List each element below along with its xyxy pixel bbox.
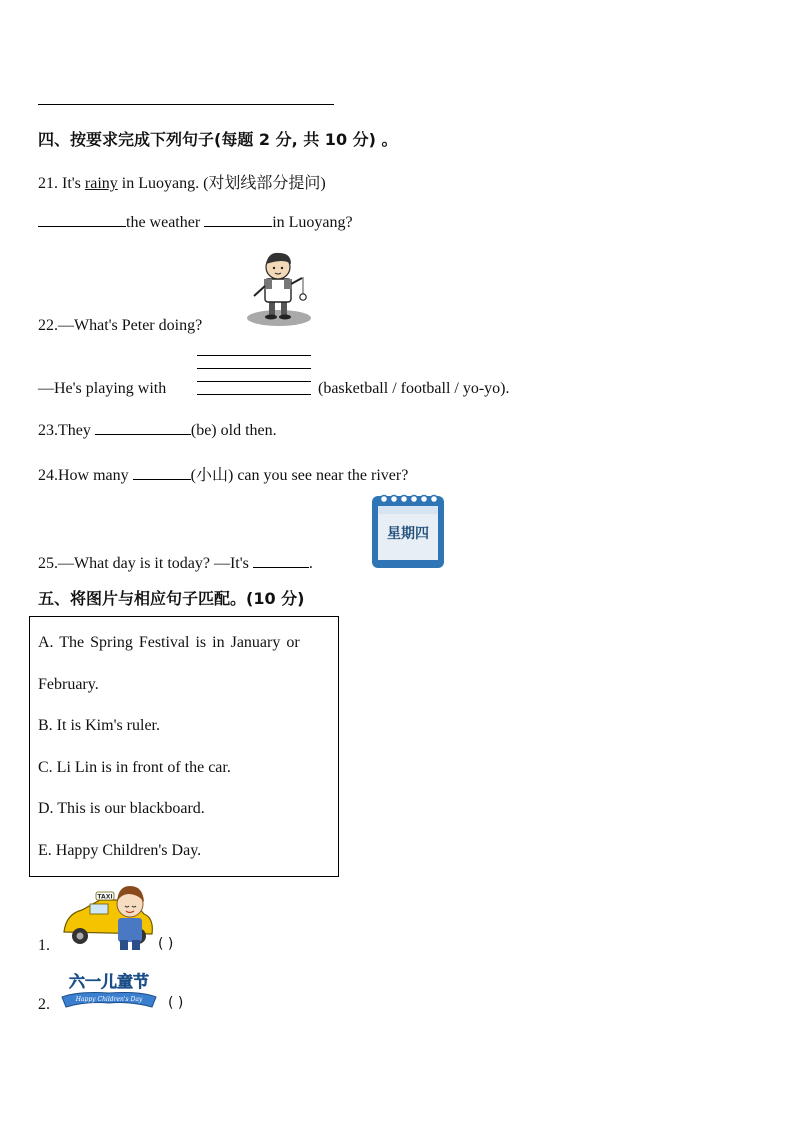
q22-blank-line-2[interactable] — [197, 368, 311, 369]
question-21 — [38, 170, 326, 193]
question-24 — [38, 462, 408, 485]
q21-blank-2[interactable] — [204, 212, 272, 227]
choice-a-line-1: A. The Spring Festival is in January or — [38, 634, 300, 651]
banner-subtitle: Happy Children's Day — [75, 996, 143, 1003]
q21-answer-mid: the weather — [126, 214, 201, 231]
q21-post: in Luoyang. — [121, 175, 200, 192]
q25-blank[interactable] — [253, 553, 309, 568]
q25-question: 25.—What day is it today? — [38, 555, 210, 572]
top-rule — [38, 104, 334, 105]
item-1-number: 1. — [38, 937, 50, 954]
calendar-day-label: 星期四 — [387, 526, 429, 542]
q25-answer-post: . — [308, 555, 313, 572]
q21-instruction: (对划线部分提问) — [203, 175, 326, 192]
item-2-answer[interactable]: ( ) — [168, 995, 184, 1011]
q22-blank-line-3[interactable] — [197, 381, 311, 382]
q24-pre: 24.How many — [38, 467, 129, 484]
calendar-icon — [370, 492, 446, 570]
item-2-number: 2. — [38, 996, 50, 1013]
q24-post: (小山) can you see near the river? — [190, 467, 409, 484]
choice-b: B. It is Kim's ruler. — [38, 717, 160, 734]
childrens-day-banner — [60, 967, 158, 1011]
q21-pre: It's — [62, 175, 81, 192]
choice-d: D. This is our blackboard. — [38, 800, 205, 817]
choices-box — [29, 616, 339, 877]
q22-options: (basketball / football / yo-yo). — [318, 380, 510, 397]
question-25 — [38, 553, 313, 573]
question-23 — [38, 420, 277, 440]
q21-answer-line — [38, 212, 353, 232]
q21-answer-end: in Luoyang? — [272, 214, 353, 231]
q22-answer-pre: —He's playing with — [38, 380, 167, 397]
q22-blank-line-4[interactable] — [197, 394, 311, 395]
q21-underlined-word: rainy — [84, 175, 118, 192]
section-4-heading: 四、按要求完成下列句子(每题 2 分, 共 10 分) 。 — [38, 130, 398, 149]
q23-blank[interactable] — [95, 420, 191, 435]
boy-taxi-illustration — [60, 880, 156, 952]
q21-number: 21. — [38, 175, 58, 192]
boy-yoyo-illustration — [244, 250, 314, 328]
q23-pre: 23.They — [38, 422, 91, 439]
section-5-heading: 五、将图片与相应句子匹配。(10 分) — [38, 589, 305, 608]
q23-post: (be) old then. — [190, 422, 277, 439]
q22-blank-line-1[interactable] — [197, 355, 311, 356]
taxi-sign: TAXI — [97, 893, 113, 901]
q21-blank-1[interactable] — [38, 212, 126, 227]
banner-title: 六一儿童节 — [68, 972, 150, 991]
choice-a-line-2: February. — [38, 676, 99, 693]
q25-answer-pre: —It's — [213, 555, 249, 572]
item-1-answer[interactable]: ( ) — [158, 936, 174, 952]
choice-e: E. Happy Children's Day. — [38, 842, 202, 859]
q24-blank[interactable] — [133, 465, 191, 480]
choice-c: C. Li Lin is in front of the car. — [38, 759, 231, 776]
question-22: 22.—What's Peter doing? — [38, 317, 203, 334]
